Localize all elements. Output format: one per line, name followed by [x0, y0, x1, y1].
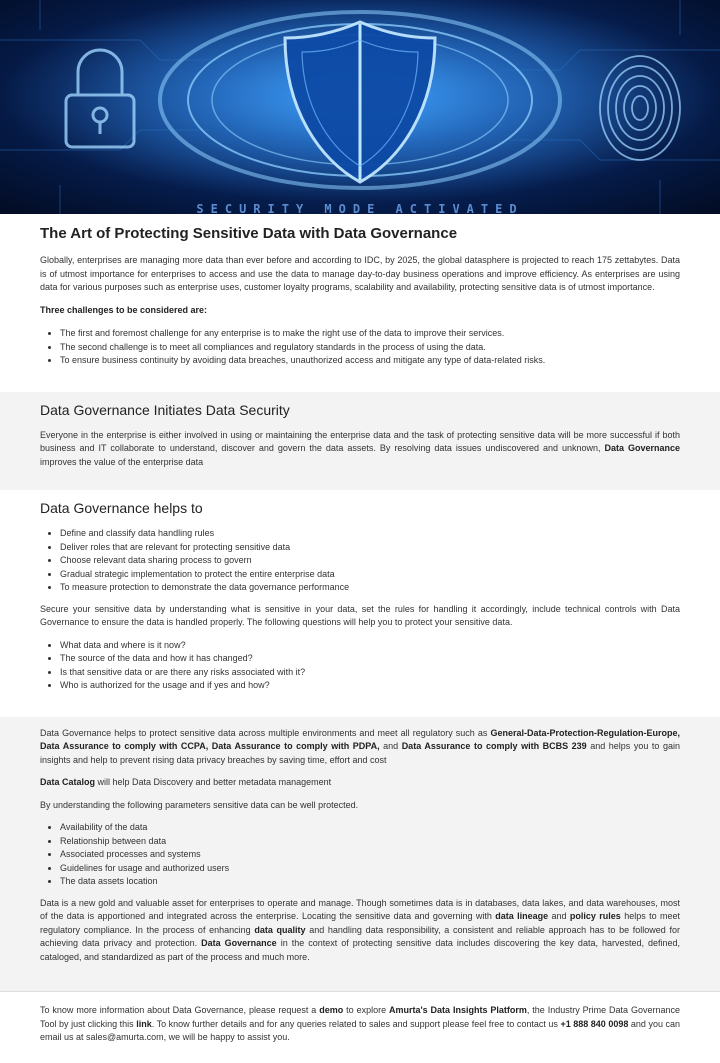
section-title: Data Governance Initiates Data Security — [40, 401, 290, 418]
list-item: • Define and classify data handling rules — [60, 527, 680, 541]
page-title: The Art of Protecting Sensitive Data with Data Governance — [40, 225, 458, 242]
text-run: and you can email us at sales@amurta.com, we will be happy to assist you. — [40, 1018, 680, 1042]
compliance-paragraph — [40, 727, 680, 768]
text-run: will help Data Discovery and better metadata management — [95, 777, 332, 787]
data-lineage-link[interactable]: data lineage — [495, 911, 549, 921]
challenges-list — [40, 327, 680, 368]
text-run: Everyone in the enterprise is either involved in using or maintaining the enterprise data and the task of protecting sensitive data will be more successful if both business and IT collaborate to understand, discover and govern the data assets. By resolving data issues undiscovered and unknown, — [40, 429, 680, 453]
click-link[interactable]: link — [136, 1018, 152, 1029]
params-intro: By understanding the following parameters sensitive data can be well protected. — [40, 799, 359, 810]
intro-paragraph: Globally, enterprises are managing more data than ever before and according to IDC, by 2025, the global datasphere is projected to reach 175 zettabytes. Data is of utmost importance for enterprises to access and use the data to manage day-to-day business operations and improve efficiency. As enterprises are using data for various purposes such as enterprise uses, customer loyalty programs, scalability and availability, protecting sensitive data is of utmost importance. — [40, 255, 680, 292]
text-run: in the context of protecting sensitive data includes discovering the key data, harvested, defined, cataloged, and standardized as part of the process and much more. — [40, 938, 681, 962]
hero-graphic — [0, 0, 720, 214]
list-item: • Gradual strategic implementation to protect the entire enterprise data — [60, 568, 680, 582]
list-item: • What data and where is it now? — [60, 639, 680, 653]
questions-list — [40, 639, 680, 693]
list-item: • The data assets location — [60, 875, 680, 889]
data-governance-link[interactable]: Data Governance — [201, 938, 277, 948]
list-item: • The second challenge is to meet all compliances and regulatory standards in the process of using the data. — [60, 341, 680, 355]
data-quality-link[interactable]: data quality — [254, 924, 306, 935]
text-run: improves the value of the enterprise data — [40, 456, 204, 467]
text-run: Data Governance helps to protect sensitive data across multiple environments and meet all regulatory such as — [40, 727, 491, 738]
security-paragraph — [40, 429, 680, 470]
helps-list — [40, 527, 680, 595]
text-run: Data is a new gold and valuable asset for enterprises to operate and manage. Though sometimes data is in databases, data lakes, and data warehouses, most of the data is apportioned and integrated across the enterprise. Locating the sensitive data and governing with — [40, 897, 680, 921]
list-item: • Guidelines for usage and authorized users — [60, 862, 680, 876]
text-run: helps to meet regulatory compliance. In the process of enhancing — [40, 911, 680, 935]
phone-link[interactable]: +1 888 840 0098 — [560, 1018, 629, 1029]
challenges-heading: Three challenges to be considered are: — [40, 304, 208, 315]
params-list — [40, 821, 680, 889]
section-title: Data Governance helps to — [40, 500, 203, 516]
regulation-link[interactable]: General-Data-Protection-Regulation-Europe, Data Assurance to comply with CCPA, Data Assurance to comply with PDPA, — [40, 727, 680, 751]
intro-section — [0, 214, 720, 392]
list-item: • Who is authorized for the usage and if yes and how? — [60, 679, 680, 693]
helps-paragraph: Secure your sensitive data by understanding what is sensitive in your data, set the rules for handling it accordingly, include technical controls with Data Governance to ensure the data is handled properly. The following questions will help you to protect your sensitive data. — [40, 603, 680, 627]
list-item: • Deliver roles that are relevant for protecting sensitive data — [60, 541, 680, 555]
regulation-link[interactable]: Data Assurance to comply with BCBS 239 — [401, 741, 587, 751]
text-run: and handling data responsibility, a consistent and reliable approach has to be followed for achieving data privacy and protection. — [40, 924, 680, 948]
hero-banner-text: SECURITY MODE ACTIVATED — [196, 202, 524, 214]
contact-paragraph — [40, 1004, 680, 1045]
platform-link[interactable]: Amurta's Data Insights Platform — [389, 1005, 527, 1015]
list-item: • Associated processes and systems — [60, 848, 680, 862]
catalog-paragraph — [40, 776, 680, 790]
list-item: • The first and foremost challenge for any enterprise is to make the right use of the data to improve their services. — [60, 327, 680, 341]
contact-section — [0, 992, 720, 1045]
list-item: • Availability of the data — [60, 821, 680, 835]
helps-section — [0, 490, 720, 717]
data-catalog-link[interactable]: Data Catalog — [40, 777, 96, 787]
text-run: and helps you to gain insights and help to prevent rising data privacy breaches by saving time, effort and cost — [40, 741, 680, 765]
list-item: • Is that sensitive data or are there any risks associated with it? — [60, 666, 680, 680]
list-item: • Relationship between data — [60, 835, 680, 849]
text-run: and — [379, 741, 402, 751]
hero-image — [0, 0, 720, 214]
gold-asset-paragraph — [40, 897, 680, 965]
list-item: • Choose relevant data sharing process to govern — [60, 554, 680, 568]
text-run: , the Industry Prime Data Governance Tool by just clicking this — [40, 1005, 680, 1029]
list-item: • To ensure business continuity by avoiding data breaches, unauthorized access and mitigate any type of data-related risks. — [60, 354, 680, 368]
bold-text: Data Governance — [604, 443, 681, 453]
text-run: . To know further details and for any queries related to sales and support please feel free to contact us — [151, 1018, 561, 1029]
text-run: to explore — [343, 1005, 389, 1015]
list-item: • To measure protection to demonstrate the data governance performance — [60, 581, 680, 595]
demo-link[interactable]: demo — [319, 1005, 344, 1015]
policy-rules-link[interactable]: policy rules — [569, 911, 621, 921]
text-run: To know more information about Data Governance, please request a — [40, 1005, 320, 1015]
text-run: and — [548, 911, 570, 921]
compliance-section — [0, 717, 720, 992]
list-item: • The source of the data and how it has changed? — [60, 652, 680, 666]
security-section — [0, 392, 720, 491]
